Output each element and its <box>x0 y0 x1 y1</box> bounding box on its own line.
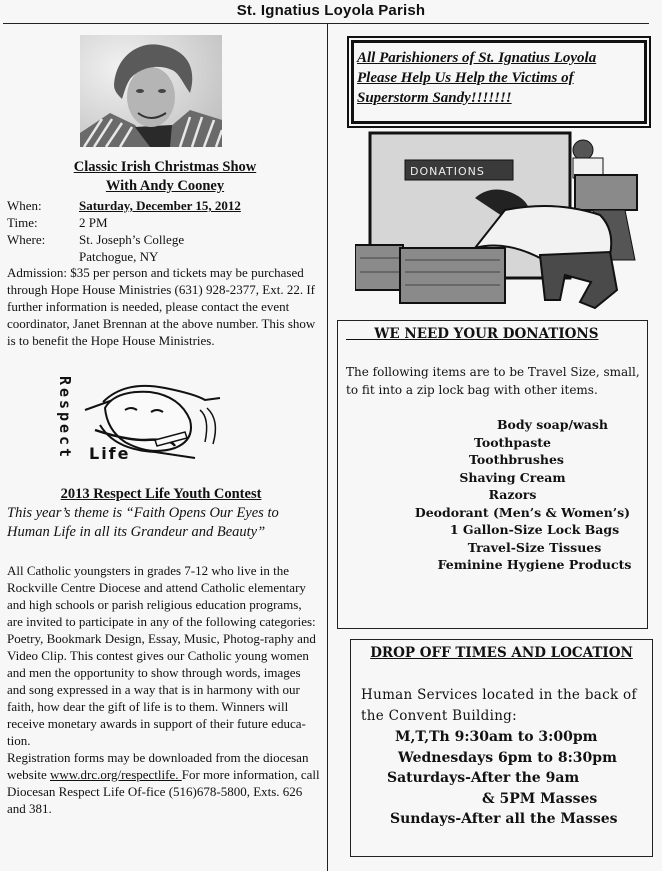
respect-life-website-link[interactable]: www.drc.org/respectlife. <box>49 767 182 782</box>
dropoff-location: Human Services located in the back of the Convent Building: <box>361 687 637 724</box>
donations-title: WE NEED YOUR DONATIONS <box>346 326 599 342</box>
sandy-appeal-text <box>357 48 647 108</box>
dropoff-time: & 5PM Masses <box>482 790 598 807</box>
event-title-line1: Classic Irish Christmas Show <box>73 159 257 175</box>
where-label: Where: <box>7 232 46 247</box>
donation-item: Toothbrushes <box>469 452 564 467</box>
dropoff-title: DROP OFF TIMES AND LOCATION <box>370 645 633 661</box>
dropoff-time: Saturdays-After the 9am <box>387 770 580 786</box>
portrait-photo-icon <box>80 35 222 147</box>
sandy-line-2: Please Help Us Help the Victims of <box>357 70 574 86</box>
contact-text: For more information, call Diocesan Respect Life Of-fice (516)678-5800, Exts. 626 and 381. <box>7 767 320 816</box>
title-rule-extension <box>3 23 649 24</box>
donations-intro: The following items are to be Travel Size, small, to fit into a zip lock bag with other items. <box>346 365 640 397</box>
dropoff-time: M,T,Th 9:30am to 3:00pm <box>395 729 598 745</box>
contest-title: 2013 Respect Life Youth Contest <box>60 486 262 502</box>
dropoff-times-list <box>350 727 653 830</box>
contest-body-eligibility: All Catholic youngsters in grades 7-12 who live in the Rockville Centre Diocese and attend Catholic elementary and high schools or parish religious education programs, are invited to participate in any of the following categories: <box>7 563 316 629</box>
dropoff-time: Sundays-After all the Masses <box>390 811 618 827</box>
registration-text: Registration forms may be downloaded from the diocesan website <box>7 750 309 782</box>
admission-text: Admission: $35 per person and tickets may be purchased through Hope House Ministries (631) 928-2377, Ext. 22. If further information is needed, please contact the event coordinator, Janet Brennan at the above number. This show is to benefit the Hope House Ministries. <box>7 265 316 348</box>
where-value-2: Patchogue, NY <box>79 249 159 264</box>
sandy-line-3: Superstorm Sandy!!!!!!! <box>357 90 512 106</box>
event-title <box>0 158 330 196</box>
donation-item: 1 Gallon-Size Lock Bags <box>449 522 620 537</box>
people-donating-boxes-icon <box>355 130 655 315</box>
event-where-row-2 <box>7 248 158 265</box>
baby-illustration-icon <box>55 380 245 465</box>
respect-letter: c <box>56 436 74 446</box>
andy-cooney-photo <box>80 35 222 147</box>
donation-items-list <box>337 416 648 574</box>
event-title-line2: With Andy Cooney <box>105 178 225 194</box>
donation-item: Shaving Cream <box>459 469 566 485</box>
time-value: 2 PM <box>79 215 108 230</box>
donations-sign: DONATIONS <box>410 165 485 178</box>
donation-item: Travel-Size Tissues <box>467 539 602 555</box>
page-title: St. Ignatius Loyola Parish <box>236 2 426 19</box>
event-where-row <box>7 231 184 248</box>
donation-item: Razors <box>488 487 537 502</box>
contest-body-registration <box>7 749 320 817</box>
respect-letter: R <box>56 376 74 386</box>
event-when-row <box>7 197 241 214</box>
life-word: Life <box>89 444 131 463</box>
when-label: When: <box>7 198 42 213</box>
column-divider <box>327 24 328 871</box>
donation-item: Toothpaste <box>473 434 551 450</box>
time-label: Time: <box>7 215 38 230</box>
donations-clipart <box>355 130 655 315</box>
donation-item: Body soap/wash <box>496 417 609 432</box>
sandy-line-1: All Parishioners of St. Ignatius Loyola <box>357 50 597 66</box>
respect-letter: e <box>56 424 74 434</box>
when-value: Saturday, December 15, 2012 <box>79 198 241 213</box>
respect-letter: e <box>56 388 74 398</box>
respect-life-logo <box>55 376 245 465</box>
respect-letter: p <box>56 412 74 422</box>
dropoff-time: Wednesdays 6pm to 8:30pm <box>398 749 617 766</box>
respect-letter: s <box>56 400 74 410</box>
respect-letter: t <box>56 448 74 458</box>
event-time-row <box>7 214 108 231</box>
respect-word <box>55 376 75 464</box>
contest-body <box>7 562 320 817</box>
donation-item: Deodorant (Men’s & Women’s) <box>414 504 631 520</box>
donation-item: Feminine Hygiene Products <box>437 557 632 572</box>
contest-body-categories: Poetry, Bookmark Design, Essay, Music, Photog-raphy and Video Clip. This contest gives our Catholic young women and men the opportunity to show through words, images and song expressed in a way that is in harmony with our faith, how dear the gift of life is to them. Winners will receive monetary awards in support of their future educa-tion. <box>7 631 316 748</box>
where-value: St. Joseph’s College <box>79 232 185 247</box>
contest-theme: This year’s theme is “Faith Opens Our Eyes to Human Life in all its Grandeur and Beauty” <box>7 505 279 540</box>
